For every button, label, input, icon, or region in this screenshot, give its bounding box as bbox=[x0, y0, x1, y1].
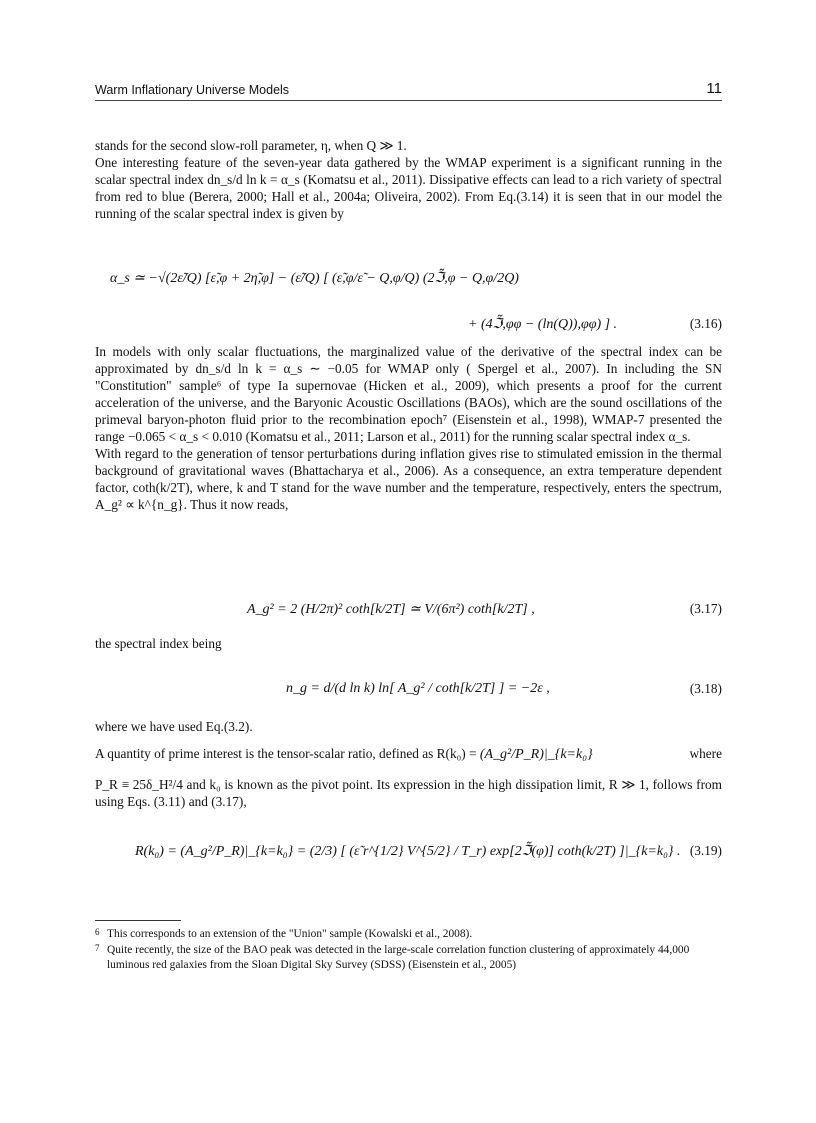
paragraph: where we have used Eq.(3.2). bbox=[95, 719, 253, 734]
equation-3-17: A_g² = 2 (H/2π)² coth[k/2T] ≃ V/(6π²) coth[k/2T] , bbox=[247, 602, 535, 617]
footnote-rule bbox=[95, 920, 181, 921]
equation-number: (3.19) bbox=[689, 843, 722, 858]
running-header bbox=[95, 80, 722, 101]
footnote-mark: 6 bbox=[95, 927, 100, 937]
text-block-4 bbox=[95, 718, 722, 735]
text-block-5 bbox=[95, 745, 722, 763]
running-title: Warm Inflationary Universe Models bbox=[95, 83, 290, 97]
paragraph: the spectral index being bbox=[95, 636, 222, 651]
footnote-text: Quite recently, the size of the BAO peak was detected in the large-scale correlation function clustering of approximately 44,000 luminous red galaxies from the Sloan Digital Sky Survey (SDSS) (Eisenstein et al., 2005) bbox=[107, 944, 690, 971]
inline-equation-ratio: (A_g²/P_R)|_{k=k₀} bbox=[479, 747, 593, 762]
footnotes bbox=[95, 927, 722, 974]
text-block-3 bbox=[95, 635, 722, 652]
equation-number: (3.16) bbox=[689, 316, 722, 331]
equation-3-18: n_g = d/(d ln k) ln[ A_g² / coth[k/2T] ] = −2ε , bbox=[286, 681, 550, 696]
page-number: 11 bbox=[706, 80, 722, 97]
text-block-2 bbox=[95, 343, 722, 513]
text-block-1 bbox=[95, 137, 722, 222]
text-block-6 bbox=[95, 776, 722, 810]
paragraph: P_R ≡ 25δ_H²/4 and k₀ is known as the pivot point. Its expression in the high dissipation limit, R ≫ 1, follows from using Eqs. (3.11) and (3.17), bbox=[95, 777, 722, 809]
paragraph: stands for the second slow-roll parameter, η, when Q ≫ 1. bbox=[95, 138, 407, 153]
footnote bbox=[95, 927, 722, 942]
footnote-text: This corresponds to an extension of the "Union" sample (Kowalski et al., 2008). bbox=[107, 928, 473, 940]
equation-number: (3.17) bbox=[689, 601, 722, 616]
equation-3-19: R(k₀) = (A_g²/P_R)|_{k=k₀} = (2/3) [ (ε̃ r^{1/2} V^{5/2} / T_r) exp[2ℑ̃(φ)] coth(k/2T) ]|_{k=k₀} . bbox=[135, 844, 681, 859]
paragraph: One interesting feature of the seven-year data gathered by the WMAP experiment is a significant running in the scalar spectral index dn_s/d ln k = α_s (Komatsu et al., 2011). Dissipative effects can lead to a rich variety of spectral from red to blue (Berera, 2000; Hall et al., 2004a; Oliveira, 2002). From Eq.(3.14) it is seen that in our model the running of the scalar spectral index is given by bbox=[95, 155, 722, 221]
equation-3-16-line-2: + (4ℑ̃,φφ − (ln(Q)),φφ) ] . bbox=[468, 317, 618, 332]
paragraph-fragment: where bbox=[689, 746, 722, 761]
paragraph: With regard to the generation of tensor perturbations during inflation gives rise to stimulated emission in the thermal background of gravitational waves (Bhattacharya et al., 2006). As a consequence, an extra temperature dependent factor, coth(k/2T), where, k and T stand for the wave number and the temperature, respectively, enters the spectrum, A_g² ∝ k^{n_g}. Thus it now reads, bbox=[95, 446, 722, 512]
paragraph: In models with only scalar fluctuations, the marginalized value of the derivative of the spectral index can be approximated by dn_s/d ln k = α_s ∼ −0.05 for WMAP only ( Spergel et al., 2007). In including the SN "Constitution" sample⁶ of type Ia supernovae (Hicken et al., 2009), which presents a proof for the current acceleration of the universe, and the Baryonic Acoustic Oscillations (BAOs), which are the sound oscillations of the primeval baryon-photon fluid prior to the recombination epoch⁷ (Eisenstein et al., 1998), WMAP-7 presented the range −0.065 < α_s < 0.010 (Komatsu et al., 2011; Larson et al., 2011) for the running scalar spectral index α_s. bbox=[95, 344, 722, 444]
footnote-mark: 7 bbox=[95, 943, 100, 953]
footnote bbox=[95, 943, 722, 973]
equation-number: (3.18) bbox=[689, 681, 722, 696]
equation-3-16-line-1: α_s ≃ −√(2ε̃/Q) [ε̃,φ + 2η̃,φ] − (ε̃/Q) [ (ε̃,φ/ε̃ − Q,φ/Q) (2ℑ̃,φ − Q,φ/2Q) bbox=[110, 271, 519, 286]
paragraph-fragment: A quantity of prime interest is the tensor-scalar ratio, defined as R(k₀) = bbox=[95, 746, 477, 761]
